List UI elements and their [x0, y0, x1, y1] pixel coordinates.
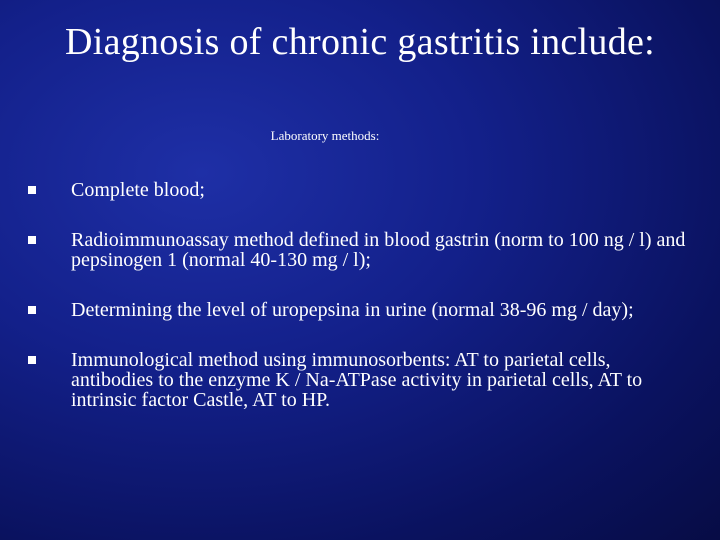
bullet-item: [28, 230, 688, 270]
square-bullet-icon: [28, 186, 36, 194]
bullet-item: [28, 350, 688, 410]
slide-title: Diagnosis of chronic gastritis include:: [64, 21, 656, 63]
bullet-list: [28, 180, 688, 410]
square-bullet-icon: [28, 356, 36, 364]
bullet-text: Complete blood;: [71, 179, 205, 201]
bullet-text: Immunological method using immunosorbents: AT to parietal cells, antibodies to the enzyme K / Na-ATPase activity in parietal cells, AT to intrinsic factor Castle, AT to HP.: [71, 349, 643, 411]
bullet-text: Determining the level of uropepsina in urine (normal 38-96 mg / day);: [71, 299, 634, 321]
bullet-item: [28, 180, 688, 200]
bullet-item: [28, 300, 688, 320]
square-bullet-icon: [28, 236, 36, 244]
slide-subtitle: Laboratory methods:: [270, 128, 380, 143]
square-bullet-icon: [28, 306, 36, 314]
bullet-text: Radioimmunoassay method defined in blood gastrin (norm to 100 ng / l) and pepsinogen 1 (normal 40-130 mg / l);: [71, 229, 686, 271]
